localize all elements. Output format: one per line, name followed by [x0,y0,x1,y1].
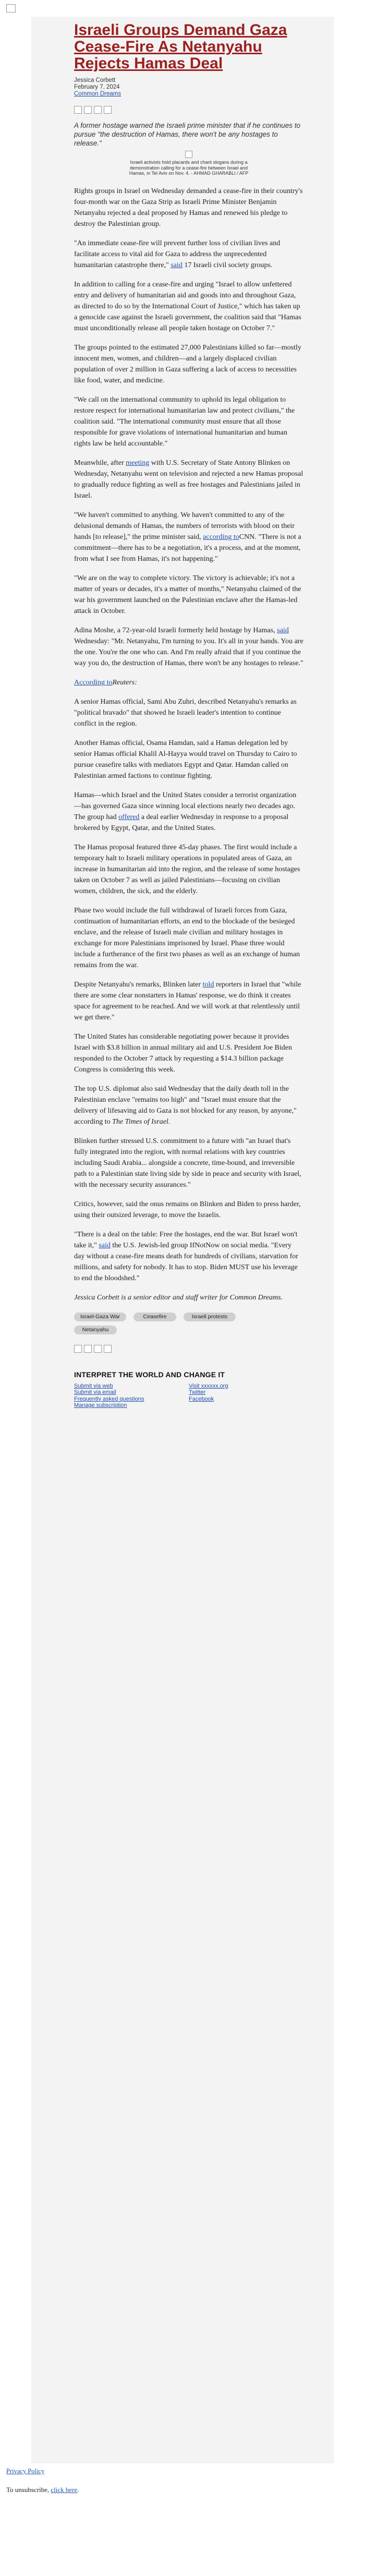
lead-image-icon [185,151,192,158]
paragraph: The top U.S. diplomat also said Wednesday that the daily death toll in the Palestinian enclave "remains too high" and "Israel must ensure that the delivery of lifesaving aid to Gaza is not blocked for any reason, by anyone," according to The Times of Israel. [74,1085,297,1126]
paragraph: In addition to calling for a cease-fire and urging "Israel to allow unfettered entry and delivery of humanitarian aid and goods into and throughout Gaza, as directed to do so by the International Court of Justice," which has taken up a genocide case against the Israeli government, the coalition said that "Hamas must unconditionally release all people taken hostage on October 7." [74,280,301,332]
article-title[interactable]: Israeli Groups Demand Gaza Cease-Fire As Netanyahu Rejects Hamas Deal [74,21,287,72]
said-link[interactable]: said [99,1241,111,1249]
submit-email-link[interactable]: Submit via email [74,1389,116,1395]
share-reddit-icon[interactable] [94,106,102,114]
paragraph: Despite Netanyahu's remarks, Blinken later told reporters in Israel that "while there are some clear nonstarters in Hamas' response, we do think it creates space for agreement to be reached. And we will work at that relentlessly until we get there." [74,980,301,1021]
paragraph: Adina Moshe, a 72-year-old Israeli formerly held hostage by Hamas, said Wednesday: "Mr. Netanyahu, I'm turning to you. It's all in your hands. You are the one. You're the one who can. And I'm really afraid that if you continue the way you do, the destruction of Hamas, there won't be any hostages to release." [74,626,303,667]
share-email-icon[interactable] [104,1345,112,1353]
paragraph: Critics, however, said the onus remains on Blinken and Biden to press harder, using their outsized leverage, to move the Israelis. [74,1200,301,1219]
facebook-link[interactable]: Facebook [189,1395,214,1402]
offered-link[interactable]: offered [118,813,140,821]
share-email-icon[interactable] [104,106,112,114]
paragraph: "We call on the international community to uphold its legal obligation to restore respect for international humanitarian law and protect civilians," the coalition said. "The international community must ensure that all those responsible for grave violations of international humanitarian and human rights law be held accountable." [74,395,295,448]
author: Jessica Corbett [74,77,116,83]
paragraph: Another Hamas official, Osama Hamdan, said a Hamas delegation led by senior Hamas official Khalil Al-Hayya would travel on Thursday to Cairo to pursue ceasefire talks with mediators Egypt and Qatar. Hamdan called on Palestinian armed factions to continue fighting. [74,739,297,780]
meeting-link[interactable]: meeting [126,459,150,467]
top-bar [0,0,365,17]
article-meta [74,77,303,98]
paragraph: "We haven't committed to anything. We haven't committed to any of the delusional demands of Hamas, the numbers of terrorists with blood on their hands [to release]," the prime minister said, according toCNN. "There is not a commitment—there has to be a negotiation, it's a process, and at the moment, from what I see from Hamas, it's not happening." [74,511,301,563]
lead-figure [74,151,303,176]
unsubscribe-link[interactable]: click here [51,2486,78,2494]
privacy-policy-link[interactable]: Privacy Policy [6,2467,45,2475]
paragraph: A senior Hamas official, Sami Abu Zuhri, described Netanyahu's remarks as "political bravado" that showed he Israeli leader's intention to continue conflict in the region. [74,697,297,728]
logo-image-icon [6,4,16,13]
according-to-link[interactable]: according to [203,533,239,541]
paragraph: According toReuters: [74,678,137,687]
pull-quote: A former hostage warned the Israeli prime minister that if he continues to pursue "the destruction of Hamas, there won't be any hostages to release." [74,122,300,147]
tag-netanyahu[interactable]: Netanyahu [74,1326,117,1334]
tag-ceasefire[interactable]: Ceasefire [133,1313,176,1321]
paragraph: "We are on the way to complete victory. The victory is achievable; it's not a matter of years or decades, it's a matter of months," Netanyahu claimed of the war his government launched on the Palestinian enclave after the Hamas-led attack in October. [74,574,301,615]
page-bottom [0,2463,365,2494]
told-link[interactable]: told [202,980,214,989]
visit-site-link[interactable]: Visit xxxxxx.org [189,1382,228,1389]
paragraph: The United States has considerable negotiating power because it provides Israel with $3.8 billion in annual military aid and U.S. President Joe Biden responded to the October 7 attack by requesting a $14.3 billion package Congress is considering this week. [74,1032,292,1074]
tag-israeli-protests[interactable]: Israeli protests [184,1313,236,1321]
paragraph: Phase two would include the full withdrawal of Israeli forces from Gaza, continuation of humanitarian efforts, an end to the blockade of the besieged enclave, and the release of Israeli male civilian and military hostages in exchange for more Palestinians imprisoned by Israel. Phase three would include a furtherance of the first two phases as well as an exchange of human remains from the war. [74,906,300,969]
tag-list [74,1313,246,1334]
faq-link[interactable]: Frequently asked questions [74,1395,144,1402]
twitter-link[interactable]: Twitter [189,1389,206,1395]
share-bar-top [74,106,303,114]
tag-israel-gaza-war[interactable]: Israel-Gaza War [74,1313,126,1321]
according-to-link[interactable]: According to [74,678,113,687]
manage-subscription-link[interactable]: Manage subscription [74,1402,127,1409]
paragraph: Meanwhile, after meeting with U.S. Secretary of State Antony Blinken on Wednesday, Netanyahu went on television and rejected a new Hamas proposal to gradually reduce fighting as well as free hostages and Palestinians jailed in Israel. [74,459,303,500]
share-facebook-icon[interactable] [74,106,82,114]
paragraph: Rights groups in Israel on Wednesday demanded a cease-fire in their country's four-month war on the Gaza Strip as Israeli Prime Minister Benjamin Netanyahu rejected a deal proposed by Hamas and renewed his pledge to destroy the Palestinian group. [74,187,303,228]
article-container [31,17,334,2463]
footer-left-links [74,1383,189,1409]
said-link[interactable]: said [277,626,289,634]
source-link[interactable]: Common Dreams [74,91,121,97]
paragraph: Blinken further stressed U.S. commitment to a future with "an Israel that's fully integrated into the region, with normal relations with key countries including Saudi Arabia... alongside a concrete, time-bound, and irreversible path to a Palestinian state living side by side in peace and security with Israel, with the necessary security assurances." [74,1137,301,1189]
paragraph: "An immediate cease-fire will prevent further loss of civilian lives and facilitate access to vital aid for Gaza to address the unprecedented humanitarian catastrophe there," said 17 Israeli civil society groups. [74,239,281,269]
paragraph: Hamas—which Israel and the United States consider a terrorist organization—has governed Gaza since winning local elections nearly two decades ago. The group had offered a deal earlier Wednesday in response to a proposal brokered by Egypt, Qatar, and the United States. [74,791,297,832]
author-bio: Jessica Corbett is a senior editor and staff writer for Common Dreams. [74,1293,283,1302]
footer [74,1370,303,1409]
footer-heading: INTERPRET THE WORLD AND CHANGE IT [74,1370,225,1379]
paragraph: "There is a deal on the table: Free the hostages, end the war. But Israel won't take it," said the U.S. Jewish-led group IfNotNow on social media. "Every day without a cease-fire means death for hundreds of civilians, starvation for millions, and safety for nobody. It has to stop. Biden MUST use his leverage to end the bloodshed." [74,1230,298,1282]
share-facebook-icon[interactable] [74,1345,82,1353]
paragraph: The groups pointed to the estimated 27,000 Palestinians killed so far—mostly innocent men, women, and children—and a largely displaced civilian population of over 2 million in Gaza suffering a lack of access to necessities like food, water, and medicine. [74,343,301,384]
share-bar-bottom [74,1345,303,1353]
date: February 7, 2024 [74,84,120,90]
share-reddit-icon[interactable] [94,1345,102,1353]
unsubscribe-line: To unsubscribe, click here. [6,2486,79,2494]
share-twitter-icon[interactable] [84,106,92,114]
figure-caption: Israeli activists hold placards and chant slogans during a demonstration calling for a cease-fire between Israel and Hamas, in Tel Aviv on Nov. 4. - AHMAD GHARABLI / AFP [129,160,249,176]
said-link[interactable]: said [171,261,182,269]
paragraph: The Hamas proposal featured three 45-day phases. The first would include a temporary halt to Israeli military operations in populated areas of Gaza, an increase in humanitarian aid into the region, and the release of some hostages taken on October 7 as well as jailed Palestinians—focusing on civilian women, children, the sick, and the elderly. [74,843,300,895]
submit-web-link[interactable]: Submit via web [74,1382,113,1389]
footer-right-links [189,1383,303,1409]
share-twitter-icon[interactable] [84,1345,92,1353]
